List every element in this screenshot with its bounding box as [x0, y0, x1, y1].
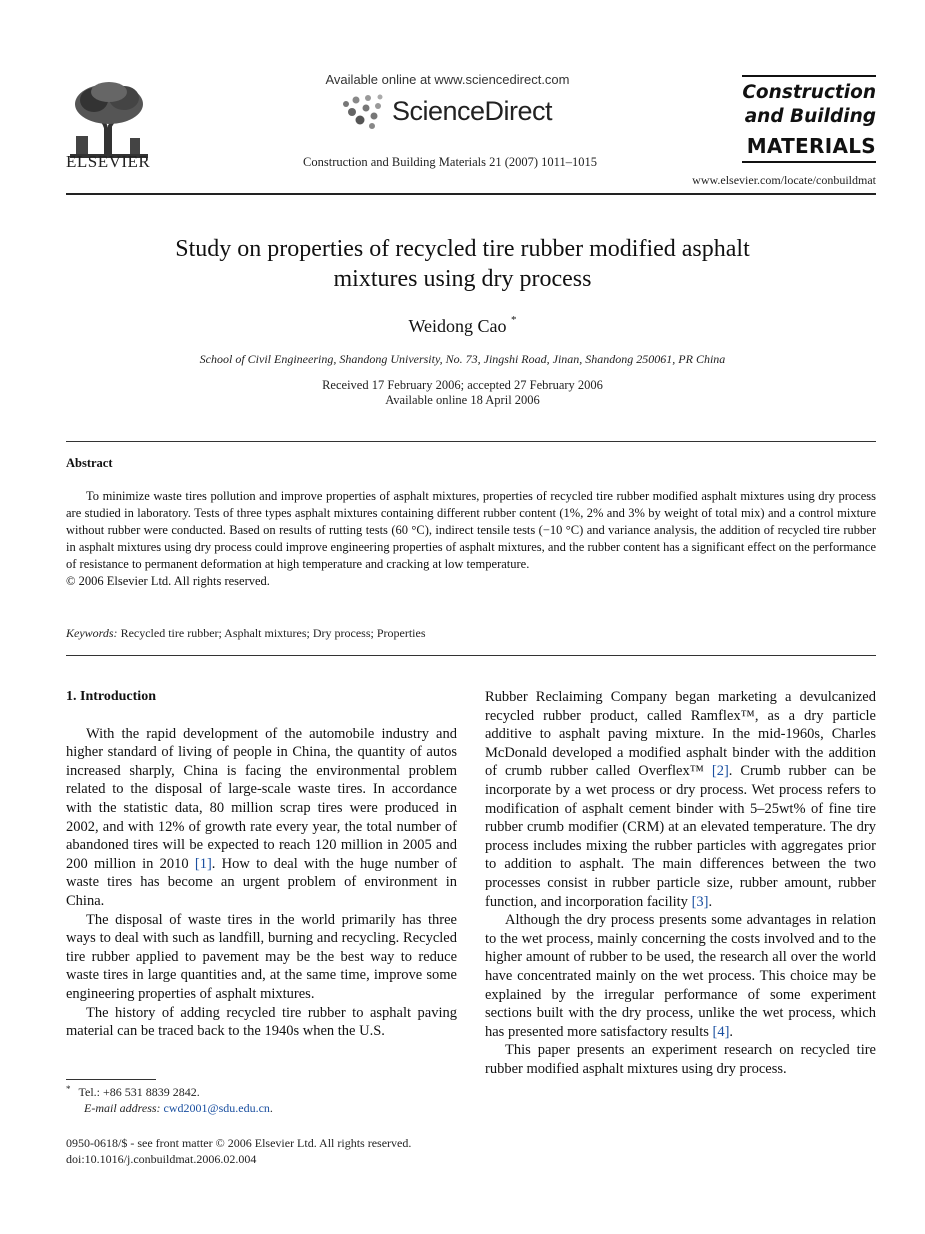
- abstract-text: To minimize waste tires pollution and improve properties of asphalt mixtures, properties of recycled tire rubber modified asphalt mixtures using dry process are studied in laboratory. Tests of three types asphalt mixtures containing different rubber content (1%, 2% and 3% by weight of total mix) and a control mixture without rubber were conducted. Based on results of rutting tests (60 °C), indirect tensile tests (−10 °C) and variance analysis, the addition of recycled tire rubber in asphalt mixtures using dry process could improve engineering properties of asphalt mixtures, and the rubber content has a significant effect on the performance of resistance to permanent deformation at high temperature and cracking at low temperature.: [66, 489, 876, 571]
- available-date: Available online 18 April 2006: [385, 393, 540, 407]
- citation-link-1[interactable]: [1]: [194, 855, 212, 872]
- email-link[interactable]: cwd2001@sdu.edu.cn: [163, 1101, 270, 1115]
- keywords: [66, 626, 876, 641]
- journal-citation: Construction and Building Materials 21 (2007) 1011–1015: [303, 155, 597, 169]
- abstract-bottom-divider: [66, 655, 876, 656]
- journal-logo-bottom-rule: [742, 161, 876, 163]
- citation-link-3[interactable]: [3]: [691, 893, 709, 910]
- citation-link-2[interactable]: [2]: [711, 763, 729, 780]
- issn-block: [66, 1136, 486, 1167]
- footnote-tel-line: [66, 1085, 466, 1101]
- title-line-1: Study on properties of recycled tire rubber modified asphalt: [175, 236, 750, 262]
- intro-paragraph-5: This paper presents an experiment research on recycled tire rubber modified asphalt mixtures using dry process.: [485, 1042, 876, 1077]
- author-name[interactable]: Weidong Cao: [408, 316, 507, 336]
- footnote-tel: Tel.: +86 531 8839 2842.: [78, 1085, 200, 1099]
- section-heading-introduction: 1. Introduction: [66, 689, 156, 704]
- journal-url[interactable]: www.elsevier.com/locate/conbuildmat: [692, 173, 876, 187]
- intro-paragraph-1: With the rapid development of the automobile industry and higher standard of living of people in China, the quantity of autos increased sharply, China is facing the environmental problem related to the disposal of large-scale waste tires. In accordance with the statistic data, 80 million scrap tires were produced in 2002, and with 12% of growth rate every year, the total number of abandoned tires will be expected to reach 120 million in 2005 and 200 million in 2010 [1]. How to deal with the huge number of waste tires has become an urgent problem of environment in China.: [66, 725, 457, 909]
- footnote-email-line: E-mail address: cwd2001@sdu.edu.cn.: [84, 1101, 273, 1115]
- abstract-heading: Abstract: [66, 456, 113, 470]
- abstract-body: [66, 488, 876, 590]
- body-left-column: [66, 688, 457, 1041]
- doi-line: doi:10.1016/j.conbuildmat.2006.02.004: [66, 1151, 257, 1166]
- email-label: E-mail address:: [84, 1101, 161, 1115]
- footnote-divider: [66, 1079, 156, 1080]
- keywords-label: Keywords:: [66, 626, 118, 640]
- keywords-list: Recycled tire rubber; Asphalt mixtures; Dry process; Properties: [120, 626, 426, 640]
- sciencedirect-brand: ScienceDirect: [392, 96, 553, 126]
- abstract-copyright: © 2006 Elsevier Ltd. All rights reserved.: [66, 574, 270, 588]
- author: [90, 316, 835, 337]
- received-date: Received 17 February 2006; accepted 27 February 2006: [322, 378, 603, 392]
- title-line-2: mixtures using dry process: [333, 266, 592, 292]
- journal-logo-line-3: MATERIALS: [746, 134, 876, 158]
- intro-paragraph-2: The disposal of waste tires in the world primarily has three ways to deal with such as landfill, burning and recycling. Recycled tire rubber applied to pavement may be the best way to reduce waste tires in large quantities and, at the same time, improve some engineering properties of asphalt mixtures.: [66, 911, 457, 1002]
- footnote-mark: *: [66, 1084, 71, 1094]
- intro-paragraph-4: Although the dry process presents some advantages in relation to the wet process, mainly concerning the costs involved and to the higher amount of rubber to be used, the research all over the world have concentrated mainly on the wet process. This choice may be explained by the irregular performance of some experiment sections built with the dry process, unlike the wet process, which has presented more satisfactory results [4].: [485, 912, 876, 1040]
- header-divider: [66, 193, 876, 195]
- front-matter-line: 0950-0618/$ - see front matter © 2006 Elsevier Ltd. All rights reserved.: [66, 1136, 412, 1150]
- body-right-column: [485, 688, 876, 1078]
- article-dates: [90, 378, 835, 408]
- available-online-text: Available online at www.sciencedirect.com: [325, 72, 570, 87]
- intro-paragraph-3: The history of adding recycled tire rubber to asphalt paving material can be traced back to the 1940s when the U.S.: [66, 1004, 457, 1040]
- journal-logo-top-rule: [742, 75, 876, 77]
- author-footnote: [66, 1085, 466, 1116]
- article-title: [90, 234, 835, 294]
- abstract-top-divider: [66, 441, 876, 442]
- journal-logo-line-1: Construction: [742, 82, 876, 103]
- affiliation: School of Civil Engineering, Shandong University, No. 73, Jingshi Road, Jinan, Shandong 250061, PR China: [199, 352, 726, 366]
- citation-link-4[interactable]: [4]: [712, 1023, 730, 1040]
- journal-logo-line-2: and Building: [744, 106, 876, 127]
- author-footnote-mark[interactable]: *: [511, 314, 517, 326]
- intro-paragraph-3-continued: Rubber Reclaiming Company began marketing a devulcanized recycled rubber product, called Ramflex™, as a dry particle additive to asphalt paving mixture. In the mid-1960s, Charles McDonald developed a modified asphalt binder with the addition of crumb rubber called Overflex™ [2]. Crumb rubber can be incorporate by a wet process or dry process. Wet process refers to modification of asphalt cement binder with 5–25wt% of fine tire rubber crumb modifier (CRM) at an elevated temperature. The dry process includes mixing the rubber particles with aggregates prior to addition to asphalt. The main differences between the two processes consist in rubber particle size, rubber amount, rubber function, and incorporation facility [3].: [485, 689, 876, 910]
- publisher-name: ELSEVIER: [66, 152, 151, 171]
